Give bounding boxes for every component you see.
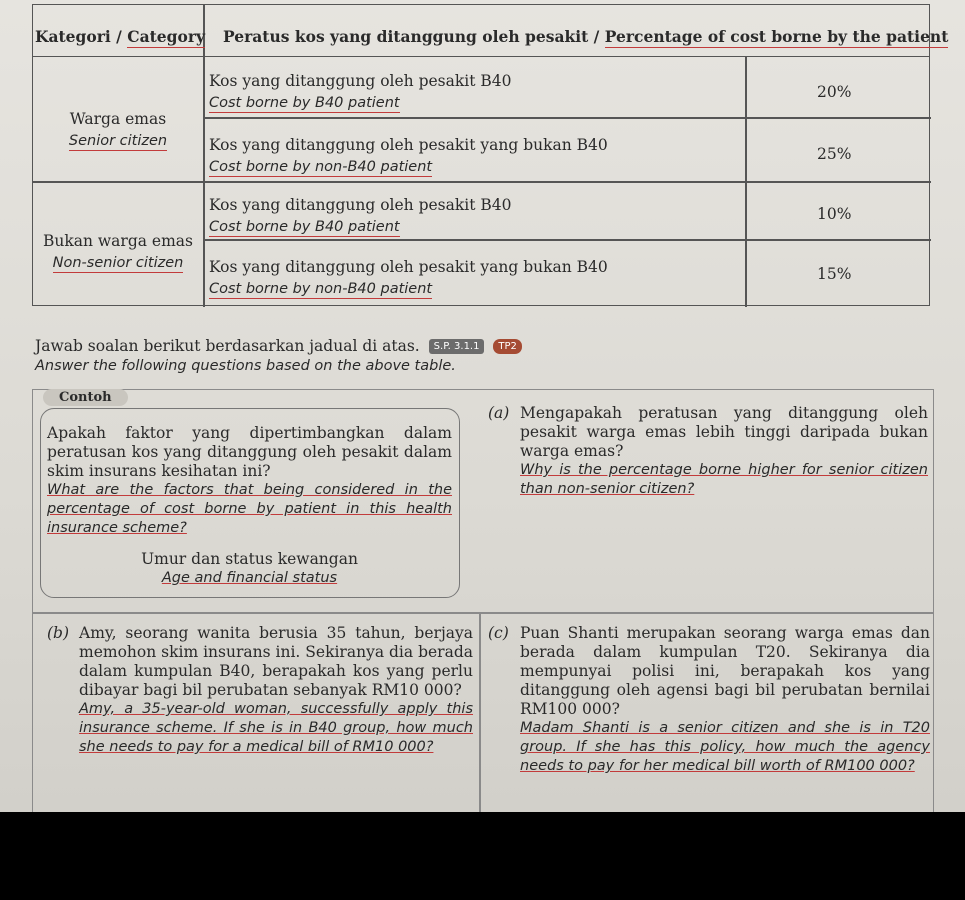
cost-nonsenior-nonb40: Kos yang ditanggung oleh pesakit yang bukan B40 Cost borne by non-B40 patient bbox=[209, 258, 608, 297]
level-badge: TP2 bbox=[493, 339, 522, 354]
category-non-senior: Bukan warga emas Non-senior citizen bbox=[43, 232, 193, 271]
example-label: Contoh bbox=[43, 389, 128, 406]
example-answer: Umur dan status kewangan Age and financial status bbox=[141, 550, 358, 586]
cost-senior-b40: Kos yang ditanggung oleh pesakit B40 Cost borne by B40 patient bbox=[209, 72, 512, 111]
cost-senior-nonb40: Kos yang ditanggung oleh pesakit yang bukan B40 Cost borne by non-B40 patient bbox=[209, 136, 608, 175]
instruction-ms: Jawab soalan berikut berdasarkan jadual di atas. S.P. 3.1.1 TP2 bbox=[35, 337, 522, 355]
example-question: Apakah faktor yang dipertimbangkan dalam peratusan kos yang ditanggung oleh pesakit dalam skim insurans kesihatan ini? What are the factors that being considered in the percentage of cost borne by patient in this health insurance scheme? bbox=[47, 424, 452, 536]
question-b: (b) Amy, seorang wanita berusia 35 tahun, berjaya memohon skim insurans ini. Sekiranya dia berada dalam kumpulan B40, berapakah kos yang perlu dibayar bagi bil perubatan sebanyak RM10 000? Amy, a 35-year-old woman, successfully apply this insurance scheme. If she is in B40 group, how much she needs to pay for a medical bill of RM10 000? bbox=[47, 624, 473, 755]
pct-senior-b40: 20% bbox=[817, 83, 852, 101]
header-category: Kategori / Category bbox=[35, 27, 205, 46]
question-c: (c) Puan Shanti merupakan seorang warga emas dan berada dalam kumpulan T20. Sekiranya dia mempunyai polisi ini, berapakah kos yang ditanggung oleh agensi bagi bil perubatan bernilai RM100 000? Madam Shanti is a senior citizen and she is in T20 group. If she has this policy, how much the agency needs to pay for her medical bill worth of RM100 000? bbox=[488, 624, 930, 774]
standard-badge: S.P. 3.1.1 bbox=[429, 339, 485, 354]
pct-nonsenior-b40: 10% bbox=[817, 205, 852, 223]
pct-senior-nonb40: 25% bbox=[817, 145, 852, 163]
category-senior: Warga emas Senior citizen bbox=[68, 110, 168, 149]
cost-nonsenior-b40: Kos yang ditanggung oleh pesakit B40 Cost borne by B40 patient bbox=[209, 196, 512, 235]
question-a: (a) Mengapakah peratusan yang ditanggung oleh pesakit warga emas lebih tinggi daripada bukan warga emas? Why is the percentage borne higher for senior citizen than non-senior citizen? bbox=[488, 404, 928, 497]
header-percentage: Peratus kos yang ditanggung oleh pesakit / Percentage of cost borne by the patient bbox=[223, 27, 949, 46]
cost-table bbox=[32, 4, 949, 306]
pct-nonsenior-nonb40: 15% bbox=[817, 265, 852, 283]
instruction-en: Answer the following questions based on the above table. bbox=[35, 358, 456, 374]
